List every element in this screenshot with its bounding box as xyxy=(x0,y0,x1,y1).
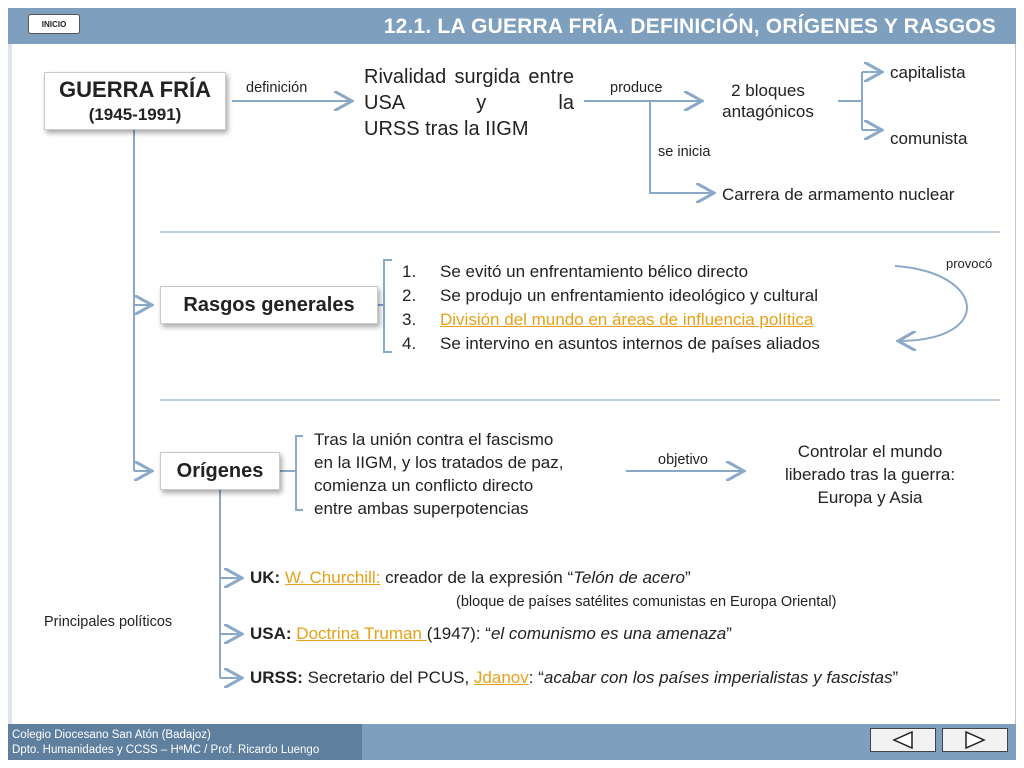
produce-label: produce xyxy=(610,80,663,96)
origenes-text: Tras la unión contra el fascismo en la IIGM, y los tratados de paz, comienza un conflicto directo entre ambas superpotencias xyxy=(314,430,564,518)
carrera-text: Carrera de armamento nuclear xyxy=(722,185,955,204)
triangle-left-icon xyxy=(892,731,914,749)
prev-slide-button[interactable] xyxy=(870,728,936,752)
bloques-text xyxy=(712,80,824,122)
definicion-label: definición xyxy=(246,80,308,96)
footer-org: Colegio Diocesano San Atón (Badajoz) Dpto. Humanidades y CCSS – HªMC / Prof. Ricardo Luengo xyxy=(8,724,362,760)
guerra-fria-years: (1945-1991) xyxy=(88,105,182,124)
jdanov-link[interactable]: Jdanov xyxy=(473,668,529,687)
bloques-line1: 2 bloques xyxy=(731,81,805,100)
list-item: 4. Se intervino en asuntos internos de países aliados xyxy=(402,334,820,353)
objetivo-label: objetivo xyxy=(658,452,708,468)
next-slide-button[interactable] xyxy=(942,728,1008,752)
provoco-arrow xyxy=(895,266,967,341)
guerra-fria-box[interactable] xyxy=(44,72,226,130)
churchill-link[interactable]: W. Churchill: xyxy=(284,568,381,587)
definition-text-main: Rivalidad surgida entre USA y la xyxy=(364,66,574,114)
origenes-box[interactable]: Orígenes xyxy=(160,452,280,490)
bloques-line2: antagónicos xyxy=(722,102,814,121)
rasgos-generales-box[interactable]: Rasgos generales xyxy=(160,286,378,324)
guerra-fria-title: GUERRA FRÍA xyxy=(59,77,211,102)
truman-link[interactable]: Doctrina Truman xyxy=(296,624,427,643)
inicio-button[interactable]: INICIO xyxy=(28,14,80,34)
se-inicia-label: se inicia xyxy=(658,144,711,160)
list-item: 2. Se produjo un enfrentamiento ideológico y cultural xyxy=(402,286,819,305)
comunista-text: comunista xyxy=(890,129,968,148)
list-item[interactable]: 3. División del mundo en áreas de influencia política xyxy=(402,308,820,332)
definition-text-last: URSS tras la IIGM xyxy=(364,118,529,140)
urss-line: URSS: Secretario del PCUS, Jdanov: “acabar con los países imperialistas y fascistas” xyxy=(250,668,899,687)
usa-line: USA: Doctrina Truman (1947): “el comunismo es una amenaza” xyxy=(250,624,732,643)
principales-politicos-label: Principales políticos xyxy=(44,614,173,630)
capitalista-text: capitalista xyxy=(890,63,966,82)
page-title: 12.1. LA GUERRA FRÍA. DEFINICIÓN, ORÍGENES Y RASGOS xyxy=(383,15,996,38)
uk-note: (bloque de países satélites comunistas en Europa Oriental) xyxy=(456,594,837,610)
division-link[interactable]: División del mundo en áreas de influencia política xyxy=(440,310,814,329)
goal-text: Controlar el mundo liberado tras la guerra: Europa y Asia xyxy=(784,442,956,507)
footer-bar xyxy=(8,724,1016,760)
uk-line: UK: W. Churchill: creador de la expresión “Telón de acero” xyxy=(250,568,691,587)
rasgos-list xyxy=(402,260,820,356)
list-item: 1. Se evitó un enfrentamiento bélico directo xyxy=(402,262,749,281)
definition-text xyxy=(364,64,574,142)
provoco-label: provocó xyxy=(946,256,993,271)
triangle-right-icon xyxy=(964,731,986,749)
